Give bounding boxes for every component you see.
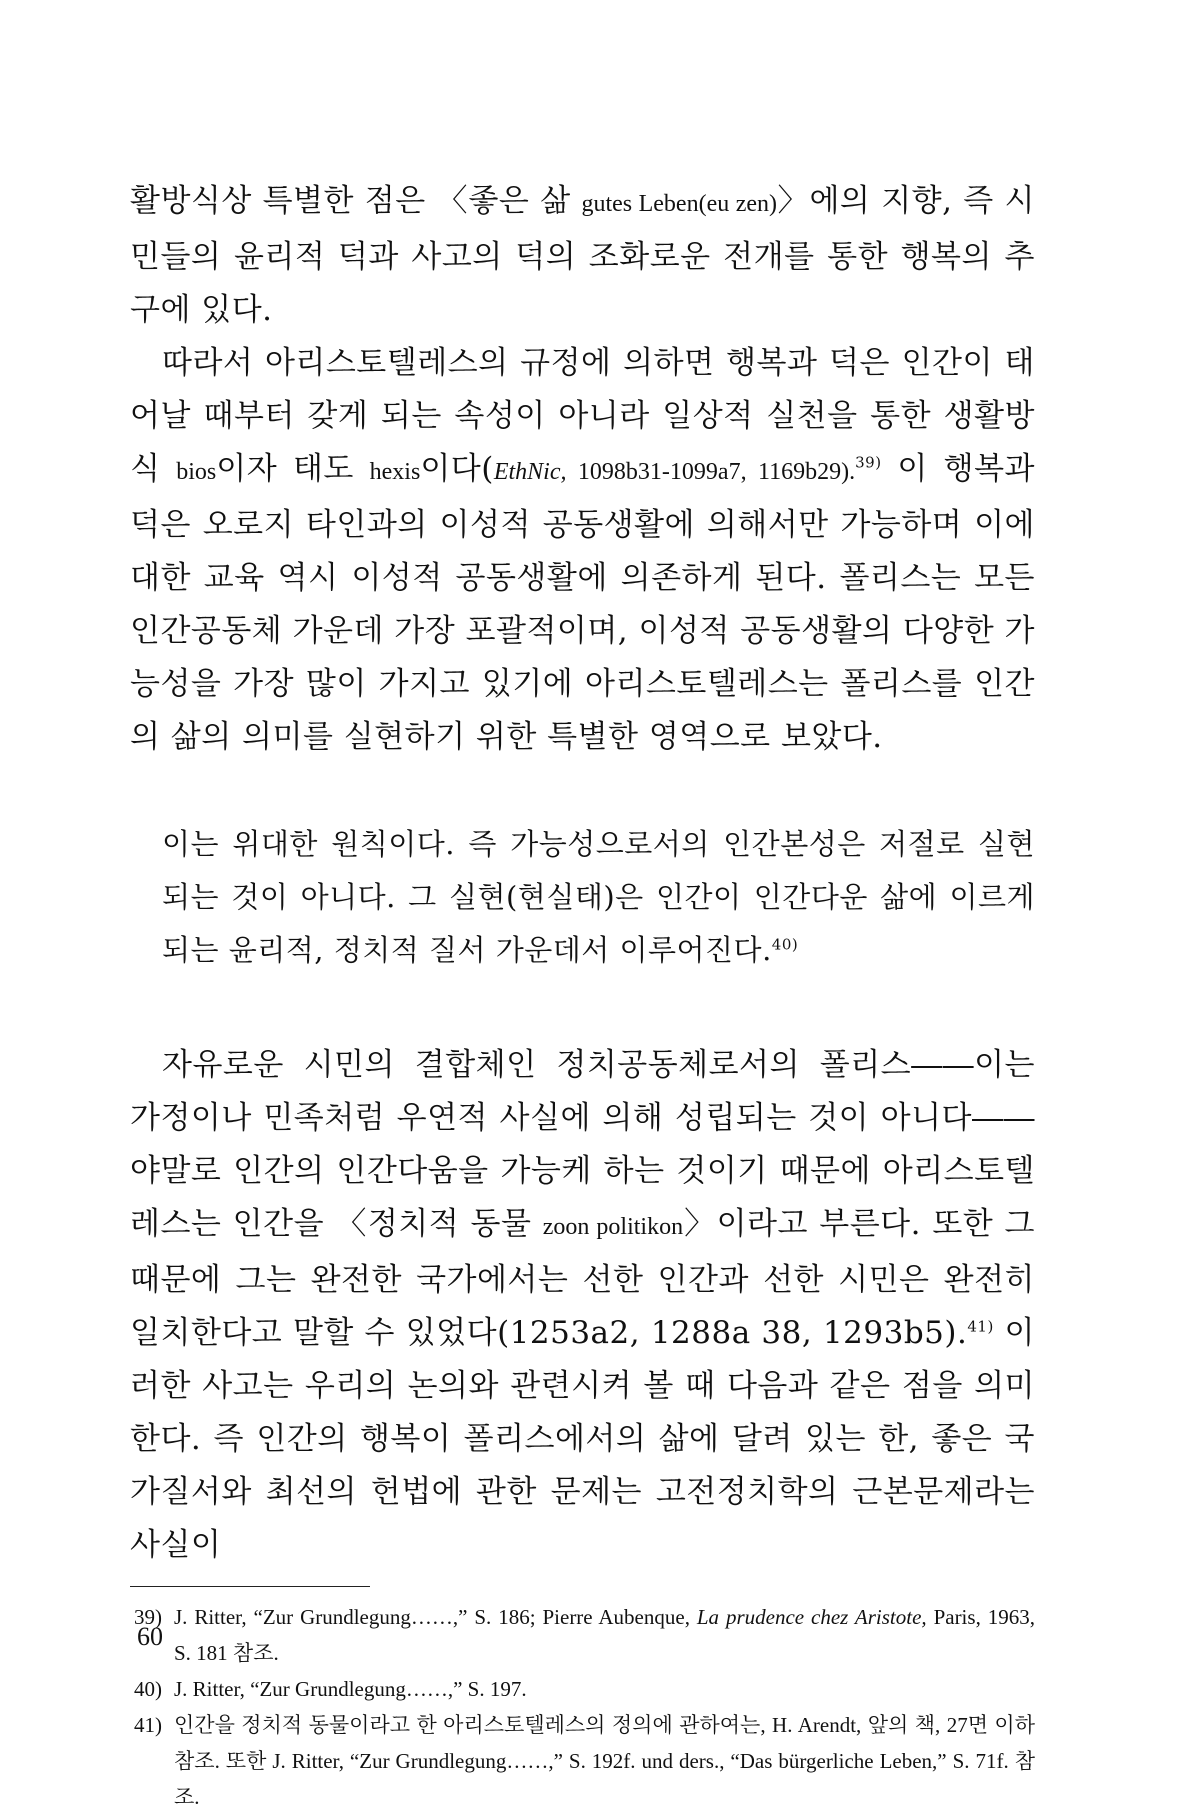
footnote-number: 41) <box>134 1713 162 1737</box>
text-run: 이다( <box>420 451 494 487</box>
latin-term: hexis <box>369 459 421 485</box>
text-run: 자유로운 시민의 결합체인 정치공동체로서의 폴리스――이는 가정이나 민족처럼 우연적 사실에 의해 성립되는 것이 아니다――야말로 인간의 인간다움을 가능케 하는 것이기 때문에 아리스토텔레스는 인간을 〈정치적 동물 <box>130 1047 1035 1242</box>
text-run: 이러한 사고는 우리의 논의와 관련시켜 볼 때 다음과 같은 점을 의미한다. 즉 인간의 행복이 폴리스에서의 삶에 달려 있는 한, 좋은 국가질서와 최선의 헌법에 관한 문제는 고전정치학의 근본문제라는 사실이 <box>130 1315 1035 1563</box>
block-quote <box>130 818 1035 977</box>
latin-term: bios <box>176 459 217 485</box>
footnote-41 <box>130 1707 1035 1815</box>
footnote-ref: 39) <box>855 453 882 472</box>
footnote-40 <box>130 1671 1035 1707</box>
footnote-ref: 40) <box>771 935 799 954</box>
footnote-ref: 41) <box>967 1317 994 1336</box>
footnote-text: 인간을 정치적 동물이라고 한 아리스토텔레스의 정의에 관하여는, H. Arendt, 앞의 책, 27면 이하 참조. 또한 J. Ritter, “Zur Grundlegung……,” S. 192f. und ders., “Das bürgerliche Leben,” S. 71f. 참조. <box>174 1713 1035 1809</box>
footnote-divider <box>130 1586 370 1587</box>
footnote-39 <box>130 1599 1035 1671</box>
paragraph-1 <box>130 175 1035 337</box>
page-content <box>130 175 1035 1815</box>
text-run: 활방식상 특별한 점은 〈좋은 삶 <box>130 183 582 219</box>
text-run: 따라서 아리스토텔레스의 규정에 의하면 행복과 덕은 인간이 태어날 때부터 갖게 되는 속성이 아니라 일상적 실천을 통한 생활방식 <box>130 345 1035 487</box>
footnote-text: Paris, 1963, S. 181 참조. <box>174 1605 1035 1665</box>
page-number: 60 <box>137 1622 163 1651</box>
footnote-text: J. Ritter, “Zur Grundlegung……,” S. 186; Pierre Aubenque, <box>174 1605 697 1629</box>
latin-term: gutes Leben(eu zen) <box>581 191 778 217</box>
quote-text: 이는 위대한 원칙이다. 즉 가능성으로서의 인간본성은 저절로 실현되는 것이 아니다. 그 실현(현실태)은 인간이 인간다운 삶에 이르게 되는 윤리적, 정치적 질서 가운데서 이루어진다. <box>162 827 1035 967</box>
citation: 1098b31-1099a7, 1169b29). <box>566 459 856 485</box>
latin-term: zoon politikon <box>542 1214 684 1240</box>
text-run: 〉이라고 부른다. 또한 그 때문에 그는 완전한 국가에서는 선한 인간과 선한 시민은 완전히 일치한다고 말할 수 있었다(1253a2, 1288a 38, 1293b5). <box>130 1206 1035 1351</box>
footnote-title: La prudence chez Aristote, <box>696 1605 927 1629</box>
text-run: 이자 태도 <box>216 451 370 487</box>
text-run: 〉에의 지향, 즉 시민들의 윤리적 덕과 사고의 덕의 조화로운 전개를 통한 행복의 추구에 있다. <box>130 183 1035 328</box>
text-run: 이 행복과 덕은 오로지 타인과의 이성적 공동생활에 의해서만 가능하며 이에 대한 교육 역시 이성적 공동생활에 의존하게 된다. 폴리스는 모든 인간공동체 가운데 가장 포괄적이며, 이성적 공동생활의 다양한 가능성을 가장 많이 가지고 있기에 아리스토텔레스는 폴리스를 인간의 삶의 의미를 실현하기 위한 특별한 영역으로 보았다. <box>130 451 1035 755</box>
footnotes <box>130 1599 1035 1815</box>
paragraph-2 <box>130 337 1035 764</box>
citation-abbrev: EthNic, <box>493 459 567 485</box>
footnote-number: 39) <box>134 1605 162 1629</box>
footnote-text: J. Ritter, “Zur Grundlegung……,” S. 197. <box>174 1677 527 1701</box>
paragraph-3 <box>130 1039 1035 1572</box>
footnote-number: 40) <box>134 1677 162 1701</box>
